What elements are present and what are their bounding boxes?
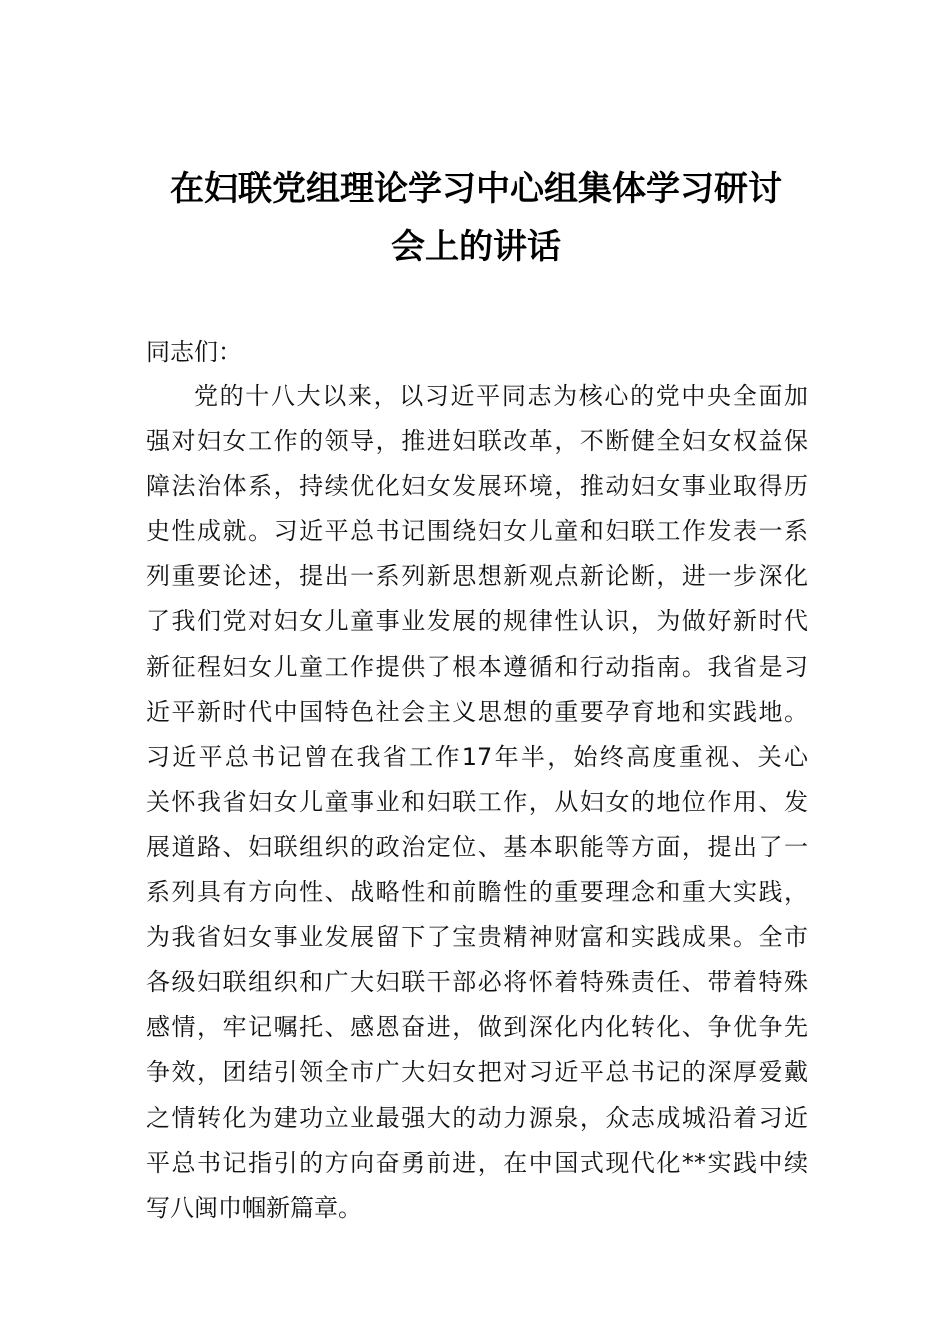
paragraph-line: 系列具有方向性、战略性和前瞻性的重要理念和重大实践， [146,878,808,907]
paragraph-line: 争效，团结引领全市广大妇女把对习近平总书记的深厚爱戴 [146,1058,808,1087]
salutation: 同志们： [146,338,242,366]
paragraph-line: 了我们党对妇女儿童事业发展的规律性认识，为做好新时代 [146,607,808,636]
paragraph-line: 感情，牢记嘱托、感恩奋进，做到深化内化转化、争优争先 [146,1013,808,1042]
paragraph-line: 展道路、妇联组织的政治定位、基本职能等方面，提出了一 [146,832,808,861]
paragraph-line: 史性成就。习近平总书记围绕妇女儿童和妇联工作发表一系 [146,517,808,546]
paragraph-line: 新征程妇女儿童工作提供了根本遵循和行动指南。我省是习 [146,652,808,681]
document-title [146,160,806,276]
paragraph-line: 各级妇联组织和广大妇联干部必将怀着特殊责任、带着特殊 [146,968,808,997]
paragraph-line: 关怀我省妇女儿童事业和妇联工作，从妇女的地位作用、发 [146,787,808,816]
title-line: 会上的讲话 [391,227,561,267]
paragraph-line: 为我省妇女事业发展留下了宝贵精神财富和实践成果。全市 [146,923,808,952]
paragraph-line: 习近平总书记曾在我省工作17年半，始终高度重视、关心 [146,742,808,771]
paragraph-line: 障法治体系，持续优化妇女发展环境，推动妇女事业取得历 [146,472,808,501]
paragraph-line: 平总书记指引的方向奋勇前进，在中国式现代化**实践中续 [146,1148,808,1177]
paragraph-line: 党的十八大以来，以习近平同志为核心的党中央全面加 [194,382,808,410]
paragraph-line: 之情转化为建功立业最强大的动力源泉，众志成城沿着习近 [146,1103,808,1132]
paragraph-line: 强对妇女工作的领导，推进妇联改革，不断健全妇女权益保 [146,427,808,456]
paragraph-line: 写八闽巾帼新篇章。 [146,1193,362,1222]
paragraph-line: 列重要论述，提出一系列新思想新观点新论断，进一步深化 [146,562,808,591]
title-line: 在妇联党组理论学习中心组集体学习研讨 [170,169,782,209]
body-paragraph [146,374,808,1231]
paragraph-line: 近平新时代中国特色社会主义思想的重要孕育地和实践地。 [146,697,808,726]
